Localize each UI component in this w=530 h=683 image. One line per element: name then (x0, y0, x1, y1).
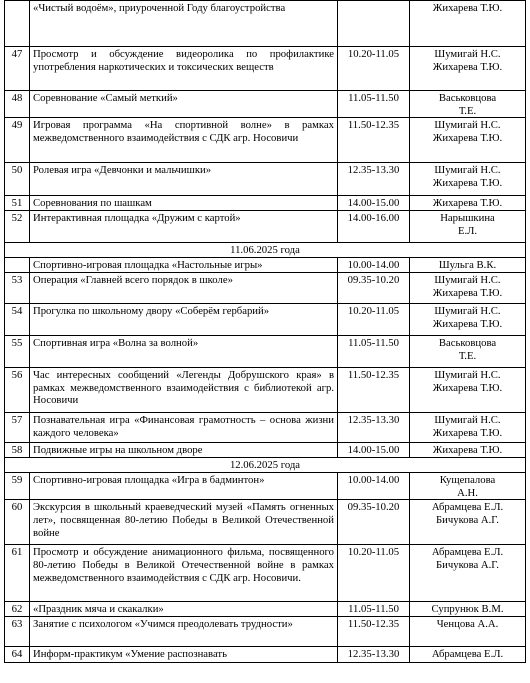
time-text: 09.35-10.20 (347, 274, 400, 287)
time-text: 14.00-15.00 (347, 197, 400, 210)
row-number-text: 48 (11, 92, 23, 104)
time-cell (338, 47, 410, 91)
time-text: 11.05-11.50 (348, 337, 399, 350)
responsible-name: Кущепалова (439, 474, 496, 487)
row-number (5, 1, 30, 47)
event-cell (30, 118, 338, 163)
responsible-cell (410, 473, 526, 500)
row-number (5, 413, 30, 443)
date-heading: 11.06.2025 года (5, 243, 526, 258)
row-number (5, 545, 30, 602)
table-row (5, 647, 526, 663)
event-text: «Праздник мяча и скакалки» (33, 603, 164, 616)
table-row (5, 304, 526, 336)
time-text: 10.20-11.05 (347, 546, 400, 559)
row-number-text: 58 (11, 444, 23, 457)
responsible-name: Абрамцева Е.Л. (431, 501, 504, 514)
time-text: 11.05-11.50 (348, 92, 399, 104)
row-number (5, 91, 30, 118)
table-row (5, 617, 526, 647)
event-text: Просмотр и обсуждение видеоролика по профилактике употребления наркотических и токсических веществ (33, 48, 334, 73)
responsible-name: Т.Е. (458, 104, 477, 117)
event-text: Информ-практикум «Умение распознавать (33, 648, 227, 661)
table-row (5, 211, 526, 243)
event-text: Соревнование «Самый меткий» (33, 92, 178, 104)
event-text: Спортивно-игровая площадка «Настольные игры» (33, 259, 263, 272)
event-cell (30, 368, 338, 413)
responsible-name: Жихарева Т.Ю. (432, 60, 503, 73)
table-row (5, 118, 526, 163)
row-number (5, 163, 30, 196)
row-number-text: 49 (11, 119, 23, 132)
event-text: Игровая программа «На спортивной волне» в рамках межведомственного взаимодействия с СДК агр. Носовичи (33, 119, 334, 144)
row-number (5, 304, 30, 336)
responsible-name: Шумигай Н.С. (434, 48, 501, 60)
responsible-name: Жихарева Т.Ю. (432, 197, 503, 210)
table-row (5, 500, 526, 545)
time-cell (338, 163, 410, 196)
responsible-cell (410, 273, 526, 304)
event-cell (30, 545, 338, 602)
responsible-cell (410, 163, 526, 196)
responsible-cell (410, 1, 526, 47)
responsible-name: Шульга В.К. (438, 259, 497, 272)
responsible-name: Т.Е. (458, 349, 477, 362)
event-cell (30, 500, 338, 545)
row-number-text: 47 (11, 48, 23, 60)
event-cell (30, 647, 338, 663)
schedule-page (4, 0, 526, 663)
row-number-text: 55 (11, 337, 23, 350)
time-cell (338, 473, 410, 500)
time-text: 12.35-13.30 (347, 648, 400, 661)
time-cell (338, 647, 410, 663)
event-text: Спортивная игра «Волна за волной» (33, 337, 199, 350)
row-number-text: 54 (11, 305, 23, 318)
row-number (5, 258, 30, 273)
row-number (5, 473, 30, 500)
responsible-cell (410, 413, 526, 443)
responsible-cell (410, 500, 526, 545)
responsible-name: Шумигай Н.С. (434, 369, 501, 382)
responsible-name: Жихарева Т.Ю. (432, 444, 503, 457)
event-text: Просмотр и обсуждение анимационного фильма, посвященного 80-летию Победы в Великой Отечественной войне в рамках межведомственного взаимодействия с СДК агр. Носовичи. (33, 546, 334, 584)
row-number-text: 53 (11, 274, 23, 287)
table-row (5, 336, 526, 368)
event-text: «Чистый водоём», приуроченной Году благоустройства (33, 2, 286, 14)
schedule-table (4, 0, 526, 663)
responsible-name: Жихарева Т.Ю. (432, 381, 503, 394)
responsible-cell (410, 336, 526, 368)
event-cell (30, 473, 338, 500)
responsible-name: Абрамцева Е.Л. (431, 546, 504, 559)
responsible-name: Бичукова А.Г. (436, 513, 499, 526)
responsible-cell (410, 196, 526, 211)
responsible-name: Ченцова А.А. (436, 618, 499, 631)
time-cell (338, 91, 410, 118)
row-number (5, 118, 30, 163)
responsible-name: Е.Л. (457, 224, 478, 237)
responsible-cell (410, 91, 526, 118)
responsible-name: Жихарева Т.Ю. (432, 426, 503, 439)
responsible-cell (410, 545, 526, 602)
table-row (5, 413, 526, 443)
event-text: Спортивно-игровая площадка «Игра в бадминтон» (33, 474, 265, 487)
responsible-cell (410, 118, 526, 163)
time-text: 12.35-13.30 (347, 164, 400, 177)
time-cell (338, 413, 410, 443)
table-row (5, 163, 526, 196)
responsible-name: Бичукова А.Г. (436, 558, 499, 571)
responsible-cell (410, 647, 526, 663)
responsible-name: Васьковцова (438, 92, 497, 104)
event-cell (30, 258, 338, 273)
row-number-text: 62 (11, 603, 23, 616)
row-number-text: 60 (11, 501, 23, 514)
time-cell (338, 118, 410, 163)
row-number (5, 211, 30, 243)
time-cell (338, 196, 410, 211)
responsible-cell (410, 617, 526, 647)
time-cell (338, 336, 410, 368)
event-cell (30, 91, 338, 118)
event-cell (30, 304, 338, 336)
time-cell (338, 617, 410, 647)
date-row (5, 243, 526, 258)
table-row (5, 602, 526, 617)
row-number (5, 500, 30, 545)
time-cell (338, 602, 410, 617)
row-number (5, 336, 30, 368)
time-text: 11.50-12.35 (347, 618, 400, 631)
row-number (5, 647, 30, 663)
event-cell (30, 47, 338, 91)
time-text: 10.20-11.05 (347, 48, 400, 60)
responsible-name: Шумигай Н.С. (434, 164, 501, 177)
event-text: Занятие с психологом «Учимся преодолевать трудности» (33, 618, 293, 631)
time-text: 11.05-11.50 (348, 603, 399, 616)
event-cell (30, 273, 338, 304)
table-row (5, 91, 526, 118)
row-number (5, 602, 30, 617)
event-text: Операция «Главней всего порядок в школе» (33, 274, 233, 287)
responsible-cell (410, 47, 526, 91)
time-text: 14.00-16.00 (347, 212, 400, 225)
responsible-name: Жихарева Т.Ю. (432, 176, 503, 189)
time-text: 10.20-11.05 (347, 305, 400, 318)
responsible-name: Шумигай Н.С. (434, 119, 501, 132)
row-number (5, 368, 30, 413)
responsible-name: Жихарева Т.Ю. (432, 131, 503, 144)
table-row (5, 368, 526, 413)
event-cell (30, 196, 338, 211)
row-number-text: 52 (11, 212, 23, 225)
event-text: Познавательная игра «Финансовая грамотность – основа жизни каждого человека» (33, 414, 334, 439)
table-row (5, 473, 526, 500)
event-cell (30, 443, 338, 458)
table-row (5, 1, 526, 47)
table-row (5, 273, 526, 304)
responsible-name: Шумигай Н.С. (434, 305, 501, 318)
event-text: Прогулка по школьному двору «Соберём гербарий» (33, 305, 270, 318)
row-number-text: 57 (11, 414, 23, 427)
time-text: 10.00-14.00 (347, 259, 400, 272)
time-cell (338, 211, 410, 243)
responsible-name: Васьковцова (438, 337, 497, 350)
responsible-cell (410, 443, 526, 458)
table-row (5, 47, 526, 91)
event-text: Час интересных сообщений «Легенды Добрушского края» в рамках межведомственного взаимодействия с библиотекой агр. Носовичи (33, 369, 334, 407)
responsible-name: А.Н. (457, 486, 478, 499)
row-number (5, 273, 30, 304)
responsible-name: Жихарева Т.Ю. (432, 317, 503, 330)
time-cell (338, 545, 410, 602)
time-text: 11.50-12.35 (347, 369, 400, 382)
time-text: 11.50-12.35 (347, 119, 400, 132)
row-number (5, 47, 30, 91)
time-cell (338, 304, 410, 336)
time-cell (338, 273, 410, 304)
time-text: 10.00-14.00 (347, 474, 400, 487)
row-number-text: 59 (11, 474, 23, 487)
responsible-name: Абрамцева Е.Л. (431, 648, 504, 661)
responsible-cell (410, 368, 526, 413)
time-cell (338, 1, 410, 47)
responsible-cell (410, 211, 526, 243)
time-cell (338, 368, 410, 413)
event-cell (30, 617, 338, 647)
event-text: Экскурсия в школьный краеведческий музей «Память огненных лет», посвященная 80-летию Победы в Великой Отечественной войне (33, 501, 334, 539)
table-row (5, 258, 526, 273)
time-cell (338, 443, 410, 458)
table-row (5, 545, 526, 602)
event-text: Интерактивная площадка «Дружим с картой» (33, 212, 241, 225)
row-number-text: 64 (11, 648, 23, 661)
responsible-cell (410, 602, 526, 617)
table-row (5, 196, 526, 211)
responsible-name: Шумигай Н.С. (434, 414, 501, 427)
event-text: Ролевая игра «Девчонки и мальчишки» (33, 164, 212, 177)
table-row (5, 443, 526, 458)
event-cell (30, 413, 338, 443)
event-cell (30, 602, 338, 617)
responsible-name: Жихарева Т.Ю. (432, 286, 503, 299)
row-number-text: 56 (11, 369, 23, 382)
row-number-text: 50 (11, 164, 23, 177)
event-cell (30, 163, 338, 196)
time-text: 14.00-15.00 (347, 444, 400, 457)
responsible-name: Супрунюк В.М. (431, 603, 504, 616)
row-number-text: 51 (11, 197, 23, 210)
responsible-name: Жихарева Т.Ю. (432, 2, 503, 14)
time-text: 12.35-13.30 (347, 414, 400, 427)
row-number-text: 63 (11, 618, 23, 631)
date-row (5, 458, 526, 473)
event-text: Подвижные игры на школьном дворе (33, 444, 203, 457)
time-cell (338, 258, 410, 273)
responsible-name: Шумигай Н.С. (434, 274, 501, 287)
time-text: 09.35-10.20 (347, 501, 400, 514)
event-cell (30, 211, 338, 243)
time-cell (338, 500, 410, 545)
row-number (5, 196, 30, 211)
date-heading: 12.06.2025 года (5, 458, 526, 473)
row-number (5, 443, 30, 458)
event-cell (30, 1, 338, 47)
row-number (5, 617, 30, 647)
event-cell (30, 336, 338, 368)
responsible-cell (410, 304, 526, 336)
responsible-cell (410, 258, 526, 273)
responsible-name: Нарышкина (440, 212, 495, 225)
event-text: Соревнования по шашкам (33, 197, 152, 210)
row-number-text: 61 (11, 546, 23, 559)
